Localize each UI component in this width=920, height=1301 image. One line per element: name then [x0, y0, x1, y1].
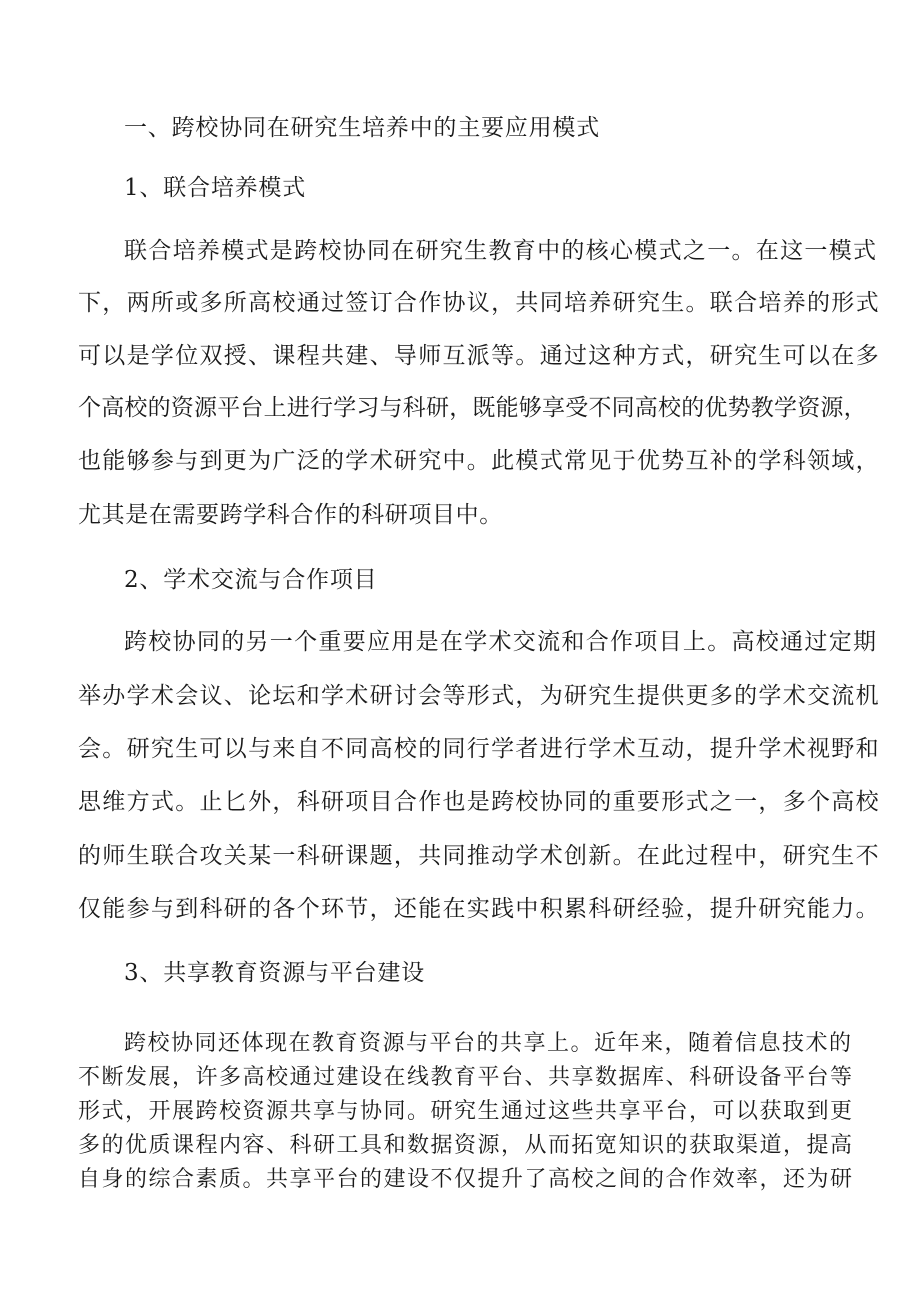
section-3-line-4: 多的优质课程内容、科研工具和数据资源，从而拓宽知识的获取渠道，提高 [78, 1133, 854, 1158]
section-1-line-5: 也能够参与到更为广泛的学术研究中。此模式常见于优势互补的学科领域， [78, 448, 880, 474]
section-3-line-2: 不断发展，许多高校通过建设在线教育平台、共享数据库、科研设备平台等 [78, 1065, 854, 1090]
section-3-title: 3、共享教育资源与平台建设 [124, 960, 426, 986]
section-2-line-4: 思维方式。止匕外，科研项目合作也是跨校协同的重要形式之一，多个高校 [78, 789, 880, 815]
section-1-title: 1、联合培养模式 [124, 175, 307, 201]
section-3-line-1: 跨校协同还体现在教育资源与平台的共享上。近年来，随着信息技术的 [124, 1031, 853, 1056]
section-2-line-2: 举办学术会议、论坛和学术研讨会等形式，为研究生提供更多的学术交流机 [78, 683, 880, 709]
section-1-line-2: 下，两所或多所高校通过签订合作协议，共同培养研究生。联合培养的形式 [78, 290, 880, 316]
section-3-line-3: 形式，开展跨校资源共享与协同。研究生通过这些共享平台，可以获取到更 [78, 1099, 854, 1124]
section-2-line-6: 仅能参与到科研的各个环节，还能在实践中积累科研经验，提升研究能力。 [78, 896, 880, 922]
section-2-title: 2、学术交流与合作项目 [124, 567, 378, 593]
section-2-line-3: 会。研究生可以与来自不同高校的同行学者进行学术互动，提升学术视野和 [78, 736, 880, 762]
section-2-line-5: 的师生联合攻关某一科研课题，共同推动学术创新。在此过程中，研究生不 [78, 843, 880, 869]
section-1-line-3: 可以是学位双授、课程共建、导师互派等。通过这种方式，研究生可以在多 [78, 343, 880, 369]
section-3-line-5: 自身的综合素质。共享平台的建设不仅提升了高校之间的合作效率，还为研 [78, 1167, 854, 1192]
section-1-line-1: 联合培养模式是跨校协同在研究生教育中的核心模式之一。在这一模式 [124, 238, 878, 264]
section-1-line-6: 尤其是在需要跨学科合作的科研项目中。 [78, 502, 503, 528]
main-heading: 一、跨校协同在研究生培养中的主要应用模式 [124, 115, 600, 141]
section-2-line-1: 跨校协同的另一个重要应用是在学术交流和合作项目上。高校通过定期 [124, 629, 878, 655]
section-1-line-4: 个高校的资源平台上进行学习与科研，既能够享受不同高校的优势教学资源， [78, 395, 867, 421]
